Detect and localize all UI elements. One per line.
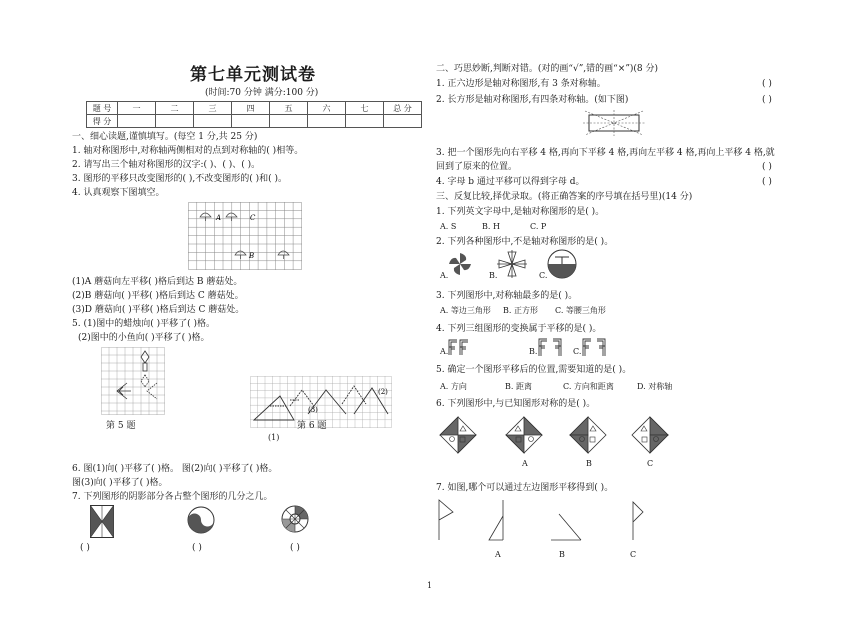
- page-title: 第七单元测试卷: [190, 65, 316, 85]
- grid-label-a: A: [216, 214, 222, 222]
- score-entry[interactable]: [270, 115, 308, 128]
- shaded-sector-circle-figure: [281, 505, 309, 533]
- question-5-2: (2)图中的小鱼向( )平移了( )格。: [78, 333, 210, 343]
- section-3-heading: 三、反复比较,择优录取。(将正确答案的序号填在括号里)(14 分): [436, 192, 693, 202]
- fig6-label-1: (1): [268, 433, 280, 442]
- score-cell: 总 分: [384, 102, 422, 115]
- choice-2: 2. 下列各种图形中,不是轴对称图形的是( )。: [436, 237, 614, 247]
- choice-option: B.: [529, 347, 538, 356]
- question-4-2: (2)B 蘑菇向( )平移( )格后到达 C 蘑菇处。: [72, 291, 244, 301]
- score-entry[interactable]: [156, 115, 194, 128]
- choice-6-label-a: A: [522, 459, 528, 468]
- fig6-label-2: (2): [378, 388, 388, 396]
- grid-label-c: C: [250, 214, 256, 222]
- score-row-label: 得 分: [87, 115, 118, 128]
- section-2-heading: 二、巧思妙断,判断对错。(对的画“√”,错的画“×”)(8 分): [436, 64, 659, 74]
- question-3: 3. 图形的平移只改变图形的( ),不改变图形的( )和( )。: [72, 174, 287, 184]
- score-cell: 四: [232, 102, 270, 115]
- choice-7-label-a: A: [495, 550, 501, 559]
- exam-info: (时间:70 分钟 满分:100 分): [205, 88, 319, 98]
- choice-option: C. P: [530, 222, 547, 231]
- answer-blank[interactable]: ( ): [762, 95, 772, 105]
- question-4-3: (3)D 蘑菇向( )平移( )格后到达 C 蘑菇处。: [72, 305, 245, 315]
- judge-3-line-2: 回到了原来的位置。: [436, 162, 518, 172]
- choice-option: B. H: [482, 222, 500, 231]
- pinwheel-icon: [447, 251, 473, 277]
- ff-glyph-icon: [447, 338, 471, 356]
- choice-7-label-b: B: [559, 550, 565, 559]
- shaded-rectangle-figure: [90, 505, 114, 538]
- flag-translation-figures: [433, 498, 673, 542]
- answer-blank[interactable]: ( ): [762, 177, 772, 187]
- page-number: 1: [427, 581, 433, 590]
- score-table: [86, 101, 422, 128]
- circle-symbol-icon: [547, 249, 577, 279]
- score-entry[interactable]: [194, 115, 232, 128]
- question-5-1: 5. (1)图中的蜡烛向( )平移了( )格。: [72, 319, 215, 329]
- answer-blank[interactable]: ( ): [762, 162, 772, 172]
- score-entry[interactable]: [308, 115, 346, 128]
- answer-blank[interactable]: ( ): [80, 543, 90, 553]
- score-entry[interactable]: [232, 115, 270, 128]
- question-2: 2. 请写出三个轴对称图形的汉字:( )、( )、( )。: [72, 160, 261, 170]
- question-1: 1. 轴对称图形中,对称轴两侧相对的点到对称轴的( )相等。: [72, 146, 304, 156]
- score-cell: 二: [156, 102, 194, 115]
- choice-6-label-b: B: [586, 459, 592, 468]
- windmill-cross-icon: [497, 250, 527, 278]
- question-6-1: 6. 图(1)向( )平移了( )格。 图(2)向( )平移了( )格。: [72, 464, 278, 474]
- figure-5-caption: 第 5 题: [106, 421, 136, 431]
- section-1-heading: 一、细心读题,谨慎填写。(每空 1 分,共 25 分): [72, 132, 258, 142]
- choice-3: 3. 下列图形中,对称轴最多的是( )。: [436, 291, 578, 301]
- choice-4: 4. 下列三组图形的变换属于平移的是( )。: [436, 324, 602, 334]
- judge-1: 1. 正六边形是轴对称图形,有 3 条对称轴。: [436, 79, 606, 89]
- choice-option: B.: [489, 271, 498, 280]
- choice-option: A. 方向: [440, 382, 467, 391]
- choice-option: A. 等边三角形: [440, 306, 491, 315]
- choice-option: A.: [440, 347, 449, 356]
- choice-option: B. 距离: [505, 382, 532, 391]
- symmetry-diamond-figures: [438, 415, 670, 455]
- choice-option: B. 正方形: [503, 306, 538, 315]
- score-entry[interactable]: [118, 115, 156, 128]
- choice-7: 7. 如图,哪个可以通过左边图形平移得到( )。: [436, 483, 614, 493]
- choice-option: A. S: [440, 222, 457, 231]
- score-cell: 七: [346, 102, 384, 115]
- score-cell: 三: [194, 102, 232, 115]
- score-table-score-row: [87, 115, 422, 128]
- choice-option: C.: [539, 271, 548, 280]
- f-mirrored-glyph-icon: [537, 337, 563, 357]
- choice-option: C. 等腰三角形: [555, 306, 606, 315]
- mushroom-grid-figure: [188, 202, 302, 270]
- score-table-header-row: [87, 102, 422, 115]
- score-entry[interactable]: [346, 115, 384, 128]
- candle-fish-grid-figure: [101, 347, 165, 415]
- choice-1: 1. 下列英文字母中,是轴对称图形的是( )。: [436, 207, 605, 217]
- shaded-yin-yang-circle-figure: [187, 506, 215, 534]
- choice-7-label-c: C: [630, 550, 637, 559]
- grid-label-b: B: [249, 252, 255, 260]
- rectangle-symmetry-figure: [583, 110, 645, 136]
- question-4: 4. 认真观察下图填空。: [72, 188, 165, 198]
- choice-6-label-c: C: [647, 459, 654, 468]
- score-cell: 五: [270, 102, 308, 115]
- answer-blank[interactable]: ( ): [192, 543, 202, 553]
- judge-3-line-1: 3. 把一个图形先向右平移 4 格,再向下平移 4 格,再向左平移 4 格,再向上平移 4 格,就: [436, 148, 775, 158]
- judge-2: 2. 长方形是轴对称图形,有四条对称轴。(如下图): [436, 95, 629, 105]
- answer-blank[interactable]: ( ): [762, 79, 772, 89]
- score-cell: 一: [118, 102, 156, 115]
- choice-6: 6. 下列图形中,与已知图形对称的是( )。: [436, 399, 596, 409]
- choice-option: D. 对称轴: [637, 382, 673, 391]
- question-6-2: 图(3)向( )平移了( )格。: [72, 478, 168, 488]
- f-reversed-glyph-icon: [581, 337, 607, 357]
- choice-option: C.: [573, 347, 582, 356]
- figure-6-caption: 第 6 题: [297, 421, 327, 431]
- answer-blank[interactable]: ( ): [290, 543, 300, 553]
- choice-option: C. 方向和距离: [563, 382, 614, 391]
- score-cell: 六: [308, 102, 346, 115]
- score-cell: 题 号: [87, 102, 118, 115]
- fig6-label-3: (3): [308, 406, 318, 414]
- judge-4: 4. 字母 b 通过平移可以得到字母 d。: [436, 177, 585, 187]
- question-4-1: (1)A 蘑菇向左平移( )格后到达 B 蘑菇处。: [72, 277, 243, 287]
- choice-5: 5. 确定一个图形平移后的位置,需要知道的是( )。: [436, 365, 632, 375]
- score-entry[interactable]: [384, 115, 422, 128]
- choice-option: A.: [440, 271, 449, 280]
- question-7: 7. 下列图形的阴影部分各占整个图形的几分之几。: [72, 492, 273, 502]
